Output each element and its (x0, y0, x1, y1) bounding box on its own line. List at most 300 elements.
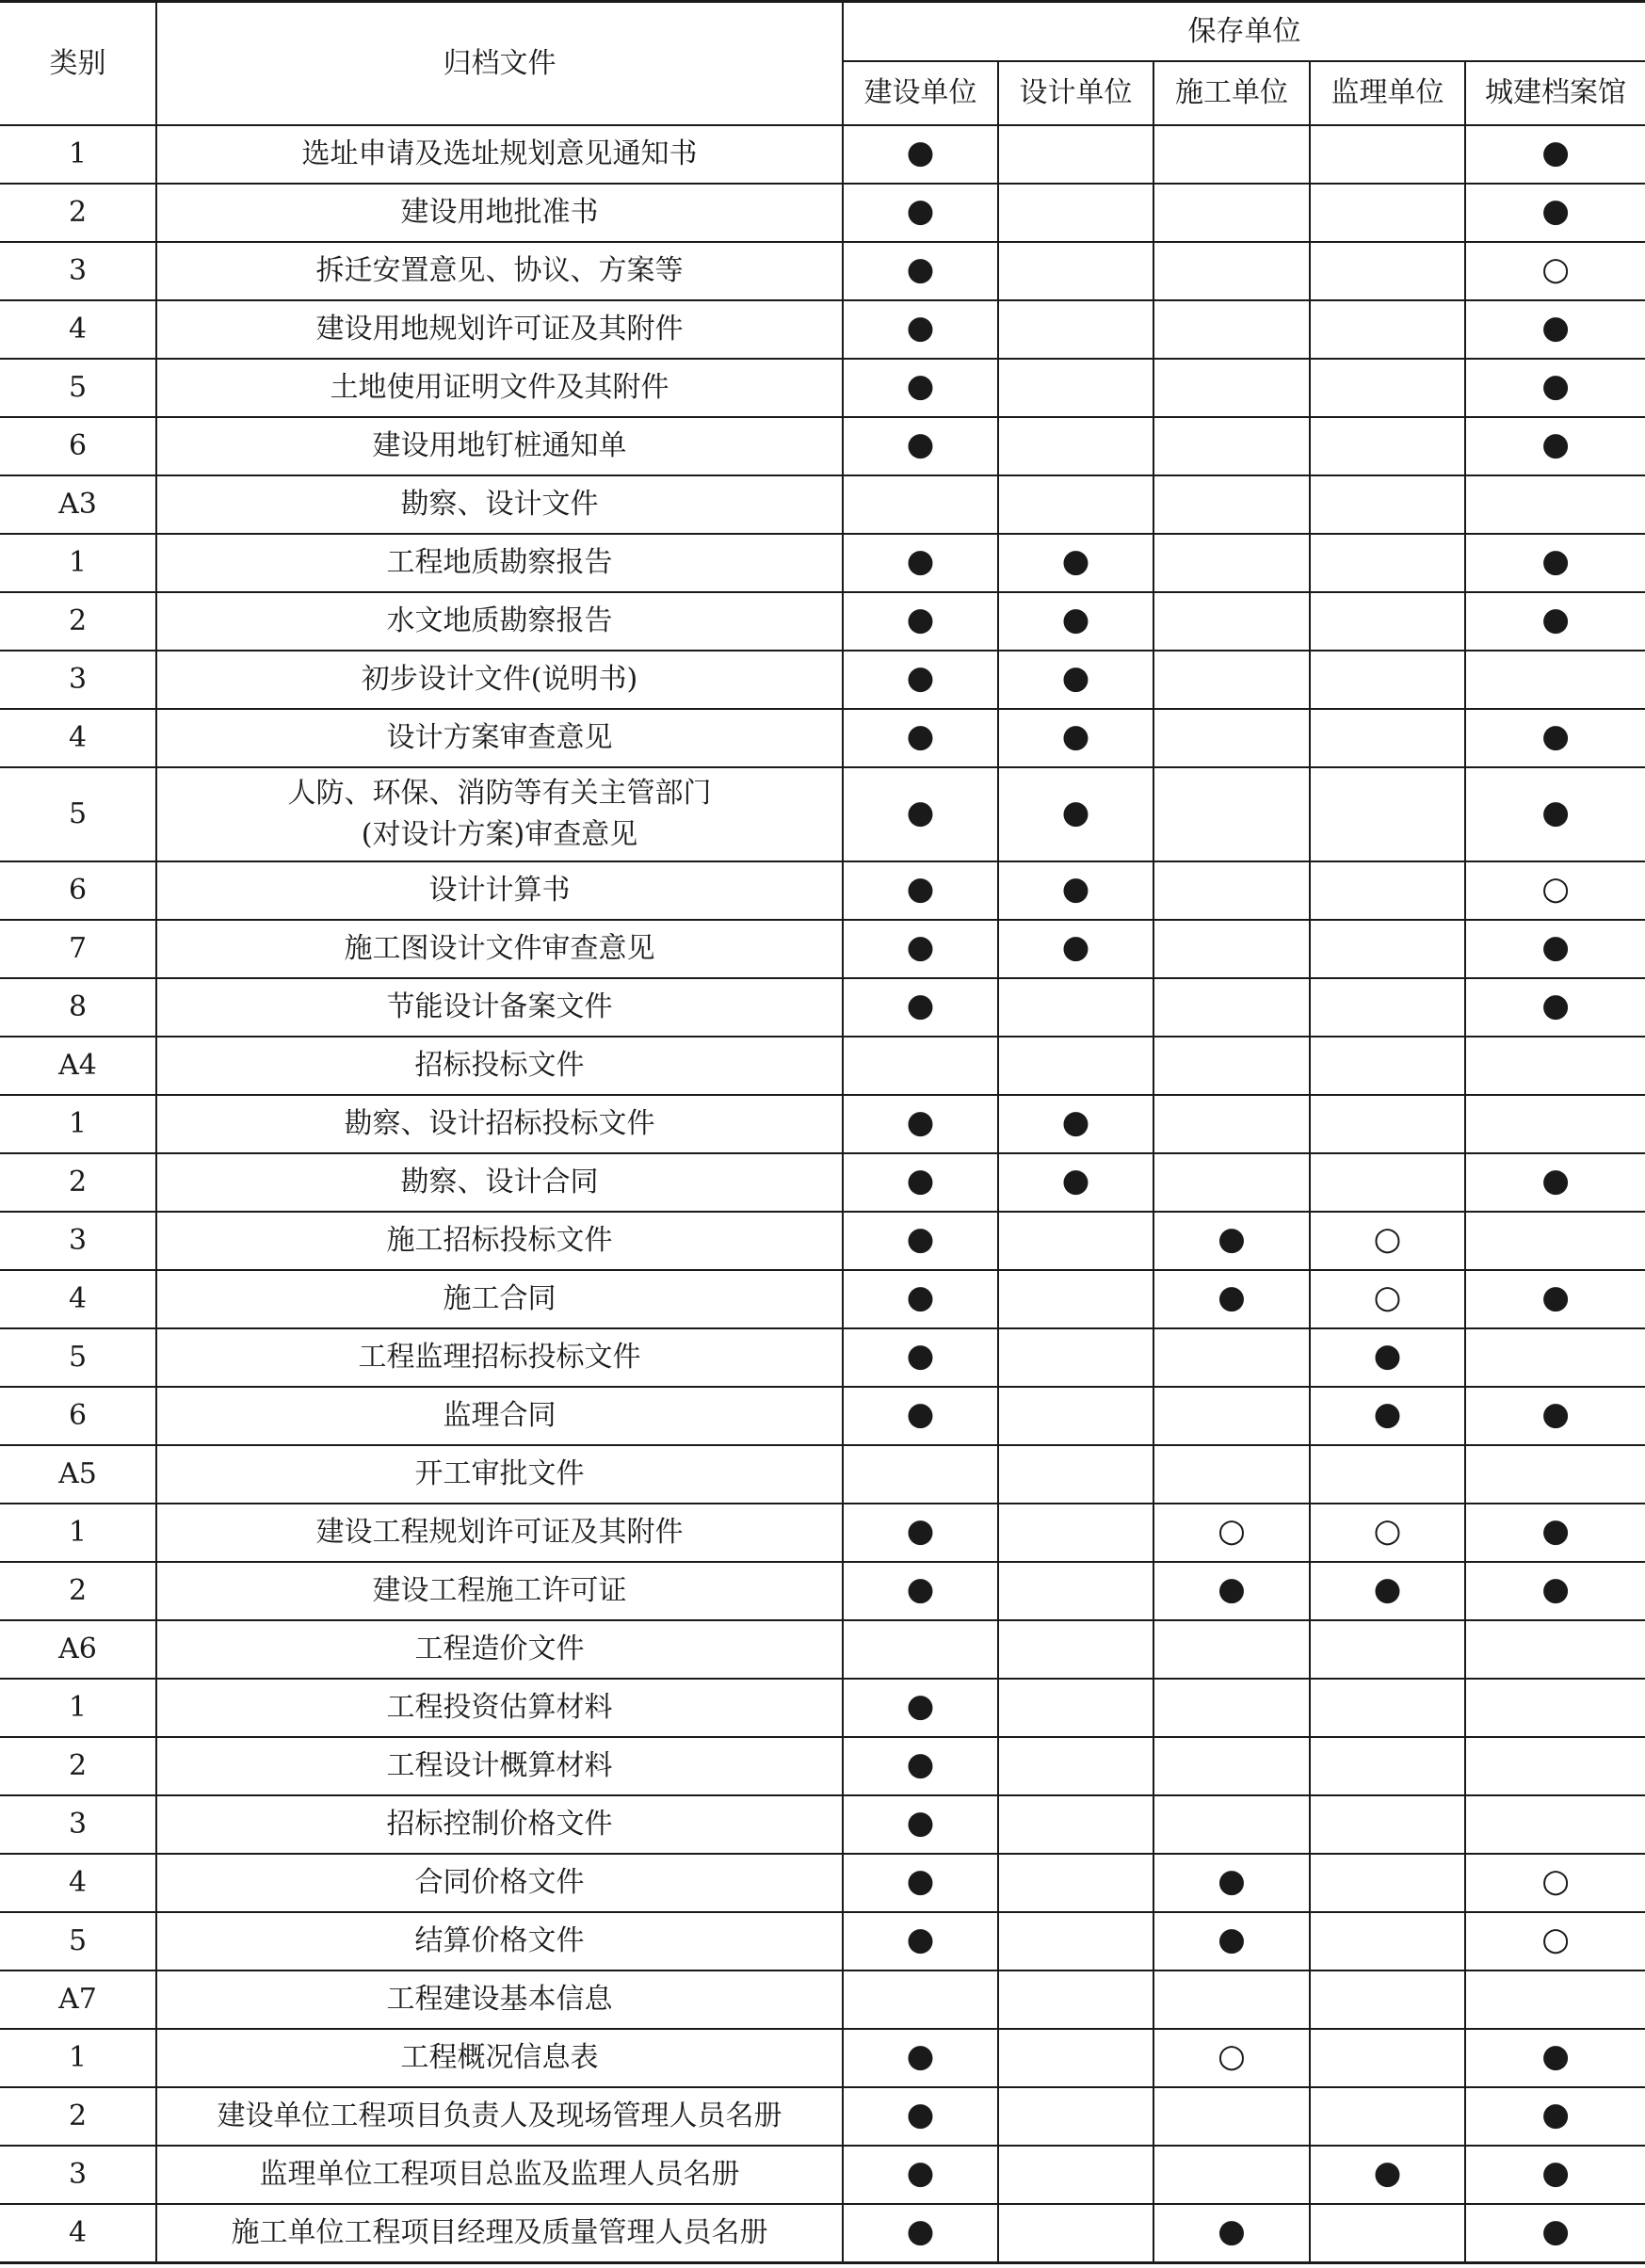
mark-cell-construction (843, 125, 998, 184)
mark-cell-supervision (1310, 534, 1465, 592)
mark-cell-construction (843, 1037, 998, 1095)
mark-cell-design (998, 1562, 1153, 1620)
table-row (0, 767, 1645, 861)
mark-cell-supervision (1310, 359, 1465, 417)
table-row (0, 1153, 1645, 1212)
document-cell: 工程投资估算材料 (156, 1679, 843, 1737)
mark-cell-construction (843, 1562, 998, 1620)
filled-circle-icon: ● (1541, 601, 1570, 638)
category-cell: 3 (0, 2146, 156, 2204)
mark-cell-construction (843, 767, 998, 861)
filled-circle-icon: ● (1373, 1570, 1402, 1608)
category-cell: 5 (0, 1912, 156, 1970)
table-row (0, 1737, 1645, 1795)
mark-cell-contractor (1153, 1387, 1310, 1445)
filled-circle-icon: ● (906, 2212, 935, 2250)
document-cell: 合同价格文件 (156, 1854, 843, 1912)
mark-cell-archives (1465, 2204, 1645, 2262)
mark-cell-supervision (1310, 978, 1465, 1037)
retention-units-header: 保存单位 (843, 2, 1645, 62)
filled-circle-icon: ● (1061, 794, 1090, 831)
document-cell: 工程地质勘察报告 (156, 534, 843, 592)
table-row (0, 1970, 1645, 2029)
filled-circle-icon: ● (1541, 987, 1570, 1024)
filled-circle-icon: ● (906, 2154, 935, 2192)
filled-circle-icon: ● (1541, 542, 1570, 580)
table-header (0, 2, 1645, 126)
category-cell: A5 (0, 1445, 156, 1504)
category-cell: 1 (0, 534, 156, 592)
mark-cell-archives (1465, 1504, 1645, 1562)
table-row (0, 2087, 1645, 2146)
mark-cell-contractor (1153, 2204, 1310, 2262)
mark-cell-construction (843, 1153, 998, 1212)
table-row (0, 1328, 1645, 1387)
filled-circle-icon: ● (1541, 1570, 1570, 1608)
filled-circle-icon: ● (906, 250, 935, 288)
document-cell: 设计计算书 (156, 861, 843, 920)
mark-cell-archives (1465, 709, 1645, 767)
unit-header-supervision: 监理单位 (1310, 61, 1465, 125)
mark-cell-supervision (1310, 1737, 1465, 1795)
table-row (0, 359, 1645, 417)
mark-cell-design (998, 242, 1153, 300)
category-cell: 8 (0, 978, 156, 1037)
category-cell: 4 (0, 300, 156, 359)
mark-cell-design (998, 767, 1153, 861)
mark-cell-construction (843, 978, 998, 1037)
document-cell: 施工单位工程项目经理及质量管理人员名册 (156, 2204, 843, 2262)
document-cell: 勘察、设计文件 (156, 475, 843, 534)
mark-cell-design (998, 1037, 1153, 1095)
table-row (0, 861, 1645, 920)
table-row (0, 2204, 1645, 2262)
mark-cell-supervision (1310, 1620, 1465, 1679)
mark-cell-archives (1465, 1679, 1645, 1737)
document-cell: 勘察、设计招标投标文件 (156, 1095, 843, 1153)
mark-cell-contractor (1153, 1328, 1310, 1387)
mark-cell-supervision (1310, 1445, 1465, 1504)
filled-circle-icon: ● (1541, 192, 1570, 230)
mark-cell-contractor (1153, 1153, 1310, 1212)
mark-cell-supervision (1310, 1095, 1465, 1153)
mark-cell-contractor (1153, 1445, 1310, 1504)
filled-circle-icon: ● (906, 1162, 935, 1199)
mark-cell-archives (1465, 1328, 1645, 1387)
filled-circle-icon: ● (1541, 928, 1570, 966)
document-cell: 施工招标投标文件 (156, 1212, 843, 1270)
filled-circle-icon: ● (1061, 601, 1090, 638)
filled-circle-icon: ● (1541, 1512, 1570, 1550)
mark-cell-contractor (1153, 300, 1310, 359)
category-cell: A3 (0, 475, 156, 534)
category-cell: 2 (0, 1562, 156, 1620)
mark-cell-supervision (1310, 2087, 1465, 2146)
filled-circle-icon: ● (906, 1395, 935, 1433)
filled-circle-icon: ● (1541, 1162, 1570, 1199)
mark-cell-archives (1465, 417, 1645, 475)
mark-cell-construction (843, 417, 998, 475)
mark-cell-contractor (1153, 978, 1310, 1037)
filled-circle-icon: ● (1541, 2212, 1570, 2250)
filled-circle-icon: ● (1061, 542, 1090, 580)
mark-cell-supervision (1310, 2029, 1465, 2087)
mark-cell-archives (1465, 978, 1645, 1037)
document-cell: 初步设计文件(说明书) (156, 651, 843, 709)
mark-cell-construction (843, 920, 998, 978)
unit-header-construction: 建设单位 (843, 61, 998, 125)
mark-cell-contractor (1153, 1212, 1310, 1270)
filled-circle-icon: ● (1218, 1570, 1246, 1608)
document-cell: 工程概况信息表 (156, 2029, 843, 2087)
hollow-circle-icon: ○ (1541, 1862, 1570, 1900)
filled-circle-icon: ● (906, 2096, 935, 2133)
mark-cell-design (998, 1737, 1153, 1795)
category-cell: 7 (0, 920, 156, 978)
document-cell: 选址申请及选址规划意见通知书 (156, 125, 843, 184)
document-cell: 开工审批文件 (156, 1445, 843, 1504)
filled-circle-icon: ● (906, 1921, 935, 1958)
filled-circle-icon: ● (1218, 1279, 1246, 1316)
mark-cell-archives (1465, 125, 1645, 184)
mark-cell-construction (843, 1387, 998, 1445)
category-cell: 2 (0, 2087, 156, 2146)
mark-cell-design (998, 1679, 1153, 1737)
category-cell: 5 (0, 359, 156, 417)
category-cell: 1 (0, 125, 156, 184)
table-row (0, 592, 1645, 651)
filled-circle-icon: ● (1061, 870, 1090, 908)
mark-cell-contractor (1153, 709, 1310, 767)
mark-cell-supervision (1310, 592, 1465, 651)
filled-circle-icon: ● (906, 1745, 935, 1783)
mark-cell-contractor (1153, 2029, 1310, 2087)
filled-circle-icon: ● (1541, 309, 1570, 346)
hollow-circle-icon: ○ (1541, 870, 1570, 908)
mark-cell-archives (1465, 767, 1645, 861)
document-header: 归档文件 (156, 2, 843, 126)
category-cell: A7 (0, 1970, 156, 2029)
mark-cell-archives (1465, 1270, 1645, 1328)
hollow-circle-icon: ○ (1373, 1220, 1402, 1258)
table-row (0, 1562, 1645, 1620)
mark-cell-construction (843, 1095, 998, 1153)
filled-circle-icon: ● (1541, 426, 1570, 463)
category-cell: 2 (0, 1153, 156, 1212)
mark-cell-construction (843, 1445, 998, 1504)
mark-cell-design (998, 2029, 1153, 2087)
filled-circle-icon: ● (1541, 367, 1570, 405)
document-cell: 勘察、设计合同 (156, 1153, 843, 1212)
document-cell: 工程建设基本信息 (156, 1970, 843, 2029)
category-cell: 1 (0, 1679, 156, 1737)
mark-cell-supervision (1310, 184, 1465, 242)
filled-circle-icon: ● (1373, 1337, 1402, 1375)
mark-cell-supervision (1310, 1037, 1465, 1095)
filled-circle-icon: ● (1541, 2154, 1570, 2192)
mark-cell-construction (843, 1620, 998, 1679)
mark-cell-supervision (1310, 1795, 1465, 1854)
mark-cell-contractor (1153, 1562, 1310, 1620)
mark-cell-contractor (1153, 1970, 1310, 2029)
hollow-circle-icon: ○ (1373, 1279, 1402, 1316)
mark-cell-archives (1465, 1795, 1645, 1854)
mark-cell-construction (843, 2146, 998, 2204)
mark-cell-archives (1465, 1153, 1645, 1212)
document-cell: 拆迁安置意见、协议、方案等 (156, 242, 843, 300)
document-cell: 设计方案审查意见 (156, 709, 843, 767)
document-cell: 建设用地批准书 (156, 184, 843, 242)
table-row (0, 978, 1645, 1037)
filled-circle-icon: ● (906, 367, 935, 405)
mark-cell-supervision (1310, 1912, 1465, 1970)
mark-cell-supervision (1310, 1212, 1465, 1270)
category-cell: 3 (0, 1212, 156, 1270)
mark-cell-archives (1465, 242, 1645, 300)
mark-cell-archives (1465, 592, 1645, 651)
mark-cell-construction (843, 592, 998, 651)
mark-cell-supervision (1310, 1504, 1465, 1562)
mark-cell-design (998, 1970, 1153, 2029)
mark-cell-contractor (1153, 475, 1310, 534)
filled-circle-icon: ● (906, 1570, 935, 1608)
mark-cell-construction (843, 1679, 998, 1737)
category-cell: A4 (0, 1037, 156, 1095)
table-row (0, 2029, 1645, 2087)
mark-cell-construction (843, 2087, 998, 2146)
mark-cell-supervision (1310, 1270, 1465, 1328)
mark-cell-design (998, 1212, 1153, 1270)
filled-circle-icon: ● (1541, 1279, 1570, 1316)
filled-circle-icon: ● (906, 1804, 935, 1842)
category-cell: 6 (0, 861, 156, 920)
filled-circle-icon: ● (906, 1512, 935, 1550)
filled-circle-icon: ● (1541, 134, 1570, 171)
category-cell: 5 (0, 767, 156, 861)
table-row (0, 417, 1645, 475)
category-cell: 3 (0, 651, 156, 709)
mark-cell-archives (1465, 475, 1645, 534)
filled-circle-icon: ● (906, 309, 935, 346)
mark-cell-contractor (1153, 1037, 1310, 1095)
mark-cell-archives (1465, 861, 1645, 920)
mark-cell-contractor (1153, 359, 1310, 417)
table-row (0, 534, 1645, 592)
table-row (0, 2146, 1645, 2204)
category-cell: 4 (0, 1854, 156, 1912)
mark-cell-archives (1465, 300, 1645, 359)
document-cell: 监理单位工程项目总监及监理人员名册 (156, 2146, 843, 2204)
mark-cell-contractor (1153, 2087, 1310, 2146)
mark-cell-design (998, 1328, 1153, 1387)
mark-cell-archives (1465, 651, 1645, 709)
mark-cell-construction (843, 1854, 998, 1912)
table-row (0, 651, 1645, 709)
document-cell: 结算价格文件 (156, 1912, 843, 1970)
category-header: 类别 (0, 2, 156, 126)
mark-cell-contractor (1153, 417, 1310, 475)
mark-cell-design (998, 1445, 1153, 1504)
filled-circle-icon: ● (1218, 1921, 1246, 1958)
hollow-circle-icon: ○ (1218, 2037, 1246, 2075)
mark-cell-design (998, 2146, 1153, 2204)
mark-cell-design (998, 125, 1153, 184)
document-cell: 节能设计备案文件 (156, 978, 843, 1037)
mark-cell-design (998, 978, 1153, 1037)
mark-cell-design (998, 2204, 1153, 2262)
hollow-circle-icon: ○ (1218, 1512, 1246, 1550)
mark-cell-construction (843, 475, 998, 534)
mark-cell-supervision (1310, 242, 1465, 300)
document-cell: 招标投标文件 (156, 1037, 843, 1095)
category-cell: 2 (0, 592, 156, 651)
mark-cell-supervision (1310, 1854, 1465, 1912)
table-row (0, 709, 1645, 767)
mark-cell-construction (843, 1912, 998, 1970)
mark-cell-contractor (1153, 2146, 1310, 2204)
mark-cell-archives (1465, 1912, 1645, 1970)
mark-cell-construction (843, 2204, 998, 2262)
mark-cell-contractor (1153, 1504, 1310, 1562)
mark-cell-design (998, 300, 1153, 359)
filled-circle-icon: ● (1061, 928, 1090, 966)
mark-cell-construction (843, 359, 998, 417)
filled-circle-icon: ● (906, 1687, 935, 1725)
mark-cell-supervision (1310, 125, 1465, 184)
document-cell: 土地使用证明文件及其附件 (156, 359, 843, 417)
filled-circle-icon: ● (1541, 794, 1570, 831)
document-line: 人防、环保、消防等有关主管部门 (287, 777, 712, 810)
mark-cell-supervision (1310, 1562, 1465, 1620)
mark-cell-archives (1465, 1854, 1645, 1912)
table-row (0, 1445, 1645, 1504)
mark-cell-supervision (1310, 920, 1465, 978)
document-cell: 建设用地钉桩通知单 (156, 417, 843, 475)
table-row (0, 920, 1645, 978)
mark-cell-supervision (1310, 709, 1465, 767)
mark-cell-supervision (1310, 861, 1465, 920)
filled-circle-icon: ● (906, 134, 935, 171)
mark-cell-design (998, 359, 1153, 417)
filled-circle-icon: ● (906, 1103, 935, 1141)
document-cell: 施工图设计文件审查意见 (156, 920, 843, 978)
filled-circle-icon: ● (906, 601, 935, 638)
filled-circle-icon: ● (906, 928, 935, 966)
filled-circle-icon: ● (1373, 2154, 1402, 2192)
filled-circle-icon: ● (906, 542, 935, 580)
mark-cell-contractor (1153, 1270, 1310, 1328)
category-cell: 5 (0, 1328, 156, 1387)
mark-cell-design (998, 1795, 1153, 1854)
mark-cell-design (998, 2087, 1153, 2146)
table-row (0, 475, 1645, 534)
mark-cell-contractor (1153, 1737, 1310, 1795)
mark-cell-supervision (1310, 1679, 1465, 1737)
mark-cell-supervision (1310, 475, 1465, 534)
category-cell: 3 (0, 242, 156, 300)
filled-circle-icon: ● (906, 987, 935, 1024)
filled-circle-icon: ● (1061, 659, 1090, 697)
mark-cell-design (998, 1854, 1153, 1912)
table-row (0, 1795, 1645, 1854)
mark-cell-construction (843, 242, 998, 300)
mark-cell-archives (1465, 1387, 1645, 1445)
table-row (0, 1854, 1645, 1912)
mark-cell-contractor (1153, 1620, 1310, 1679)
mark-cell-contractor (1153, 242, 1310, 300)
mark-cell-archives (1465, 359, 1645, 417)
mark-cell-design (998, 1153, 1153, 1212)
table-row (0, 242, 1645, 300)
category-cell: 4 (0, 1270, 156, 1328)
mark-cell-design (998, 1504, 1153, 1562)
category-cell: 1 (0, 1095, 156, 1153)
document-cell: 建设单位工程项目负责人及现场管理人员名册 (156, 2087, 843, 2146)
mark-cell-construction (843, 709, 998, 767)
mark-cell-supervision (1310, 417, 1465, 475)
mark-cell-contractor (1153, 184, 1310, 242)
mark-cell-archives (1465, 1970, 1645, 2029)
category-cell: 4 (0, 709, 156, 767)
mark-cell-supervision (1310, 1328, 1465, 1387)
unit-header-contractor: 施工单位 (1153, 61, 1310, 125)
mark-cell-design (998, 1095, 1153, 1153)
mark-cell-design (998, 1270, 1153, 1328)
mark-cell-design (998, 475, 1153, 534)
mark-cell-contractor (1153, 534, 1310, 592)
mark-cell-archives (1465, 1037, 1645, 1095)
mark-cell-design (998, 709, 1153, 767)
category-cell: 1 (0, 1504, 156, 1562)
category-cell: A6 (0, 1620, 156, 1679)
filled-circle-icon: ● (1061, 1162, 1090, 1199)
mark-cell-contractor (1153, 1912, 1310, 1970)
category-cell: 2 (0, 1737, 156, 1795)
filled-circle-icon: ● (1061, 717, 1090, 755)
table-row (0, 1095, 1645, 1153)
document-cell: 招标控制价格文件 (156, 1795, 843, 1854)
filled-circle-icon: ● (1218, 2212, 1246, 2250)
mark-cell-supervision (1310, 2204, 1465, 2262)
mark-cell-contractor (1153, 1854, 1310, 1912)
mark-cell-archives (1465, 1095, 1645, 1153)
document-cell: 建设工程规划许可证及其附件 (156, 1504, 843, 1562)
filled-circle-icon: ● (906, 870, 935, 908)
mark-cell-construction (843, 1270, 998, 1328)
hollow-circle-icon: ○ (1541, 1921, 1570, 1958)
document-cell: 工程监理招标投标文件 (156, 1328, 843, 1387)
document-cell: 建设工程施工许可证 (156, 1562, 843, 1620)
document-cell: 建设用地规划许可证及其附件 (156, 300, 843, 359)
filled-circle-icon: ● (906, 717, 935, 755)
mark-cell-design (998, 1387, 1153, 1445)
filled-circle-icon: ● (1061, 1103, 1090, 1141)
mark-cell-archives (1465, 1212, 1645, 1270)
mark-cell-archives (1465, 2146, 1645, 2204)
mark-cell-design (998, 417, 1153, 475)
mark-cell-design (998, 534, 1153, 592)
filled-circle-icon: ● (1541, 2096, 1570, 2133)
mark-cell-contractor (1153, 1679, 1310, 1737)
mark-cell-archives (1465, 920, 1645, 978)
mark-cell-construction (843, 534, 998, 592)
mark-cell-design (998, 1912, 1153, 1970)
mark-cell-construction (843, 651, 998, 709)
mark-cell-construction (843, 1737, 998, 1795)
mark-cell-contractor (1153, 651, 1310, 709)
mark-cell-archives (1465, 1737, 1645, 1795)
mark-cell-archives (1465, 1562, 1645, 1620)
